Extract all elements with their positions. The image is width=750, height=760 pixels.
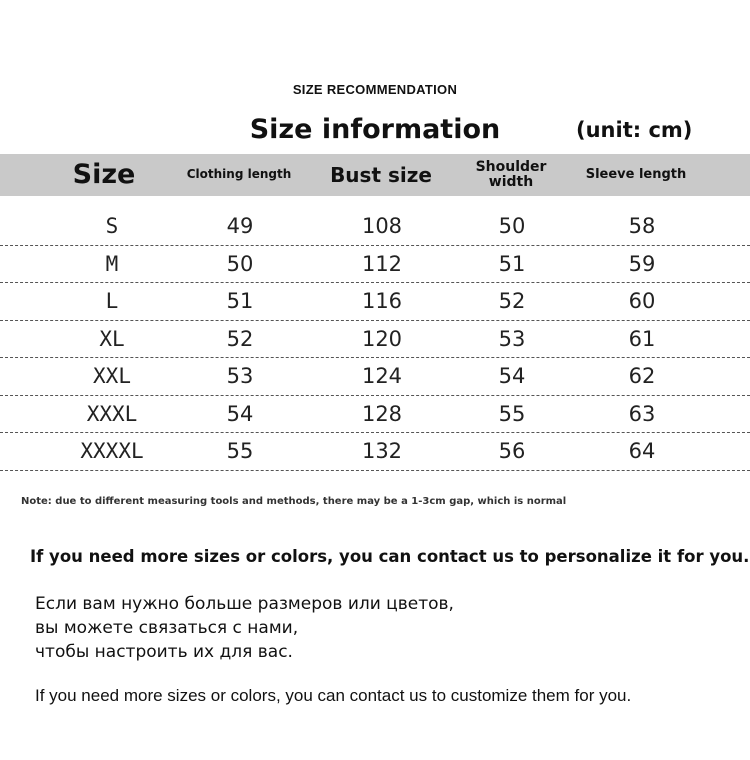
clothing-length-cell: 51 <box>226 289 254 313</box>
header-shoulder-line2: width <box>488 174 534 190</box>
table-row <box>0 358 750 396</box>
sleeve-cell: 59 <box>628 251 656 276</box>
shoulder-cell: 55 <box>498 401 526 426</box>
sleeve-cell: 60 <box>628 289 656 313</box>
size-information-title: Size information <box>249 114 501 145</box>
clothing-length-cell: 55 <box>226 439 254 463</box>
size-cell: M <box>105 251 119 276</box>
header-clothing-length: Clothing length <box>186 167 292 182</box>
shoulder-cell: 50 <box>498 214 526 238</box>
table-row <box>0 396 750 434</box>
size-cell: XXXXL <box>80 439 144 463</box>
shoulder-cell: 54 <box>498 364 526 388</box>
size-cell: XXXL <box>86 401 138 426</box>
bust-cell: 108 <box>361 214 403 238</box>
table-row <box>0 246 750 284</box>
clothing-length-cell: 54 <box>226 401 254 426</box>
sleeve-cell: 63 <box>628 401 656 426</box>
table-row <box>0 283 750 321</box>
bust-cell: 120 <box>361 326 403 351</box>
measurement-note: Note: due to different measuring tools and methods, there may be a 1-3cm gap, which is normal <box>21 496 567 507</box>
header-shoulder-width <box>468 154 554 196</box>
table-row <box>0 321 750 359</box>
table-row <box>0 208 750 246</box>
header-bust-size: Bust size <box>330 163 432 187</box>
sleeve-cell: 62 <box>628 364 656 388</box>
contact-message-russian-line2: вы можете связаться с нами, <box>35 618 299 638</box>
shoulder-cell: 56 <box>498 439 526 463</box>
contact-message-regular: If you need more sizes or colors, you can contact us to customize them for you. <box>35 686 632 705</box>
size-table-body <box>0 208 750 471</box>
clothing-length-cell: 50 <box>226 251 254 276</box>
header-sleeve-length: Sleeve length <box>585 166 687 182</box>
bust-cell: 124 <box>361 364 403 388</box>
clothing-length-cell: 52 <box>226 326 254 351</box>
size-cell: XL <box>99 326 125 351</box>
table-header <box>0 154 750 196</box>
bust-cell: 116 <box>361 289 403 313</box>
header-size: Size <box>72 159 136 191</box>
sleeve-cell: 58 <box>628 214 656 238</box>
size-recommendation-label: SIZE RECOMMENDATION <box>292 82 458 97</box>
contact-message-russian-line1: Если вам нужно больше размеров или цветов, <box>35 594 454 614</box>
size-cell: XXL <box>93 364 131 388</box>
shoulder-cell: 51 <box>498 251 526 276</box>
clothing-length-cell: 49 <box>226 214 254 238</box>
size-cell: L <box>105 289 119 313</box>
sleeve-cell: 64 <box>628 439 656 463</box>
bust-cell: 112 <box>361 251 403 276</box>
shoulder-cell: 52 <box>498 289 526 313</box>
sleeve-cell: 61 <box>628 326 656 351</box>
bust-cell: 132 <box>361 439 403 463</box>
bust-cell: 128 <box>361 401 403 426</box>
contact-message-russian-line3: чтобы настроить их для вас. <box>35 642 293 662</box>
unit-label: (unit: cm) <box>576 118 693 142</box>
shoulder-cell: 53 <box>498 326 526 351</box>
contact-message-bold: If you need more sizes or colors, you can contact us to personalize it for you. <box>30 547 750 566</box>
size-cell: S <box>105 214 119 238</box>
table-row <box>0 433 750 471</box>
header-shoulder-line1: Shoulder <box>475 158 547 175</box>
clothing-length-cell: 53 <box>226 364 254 388</box>
